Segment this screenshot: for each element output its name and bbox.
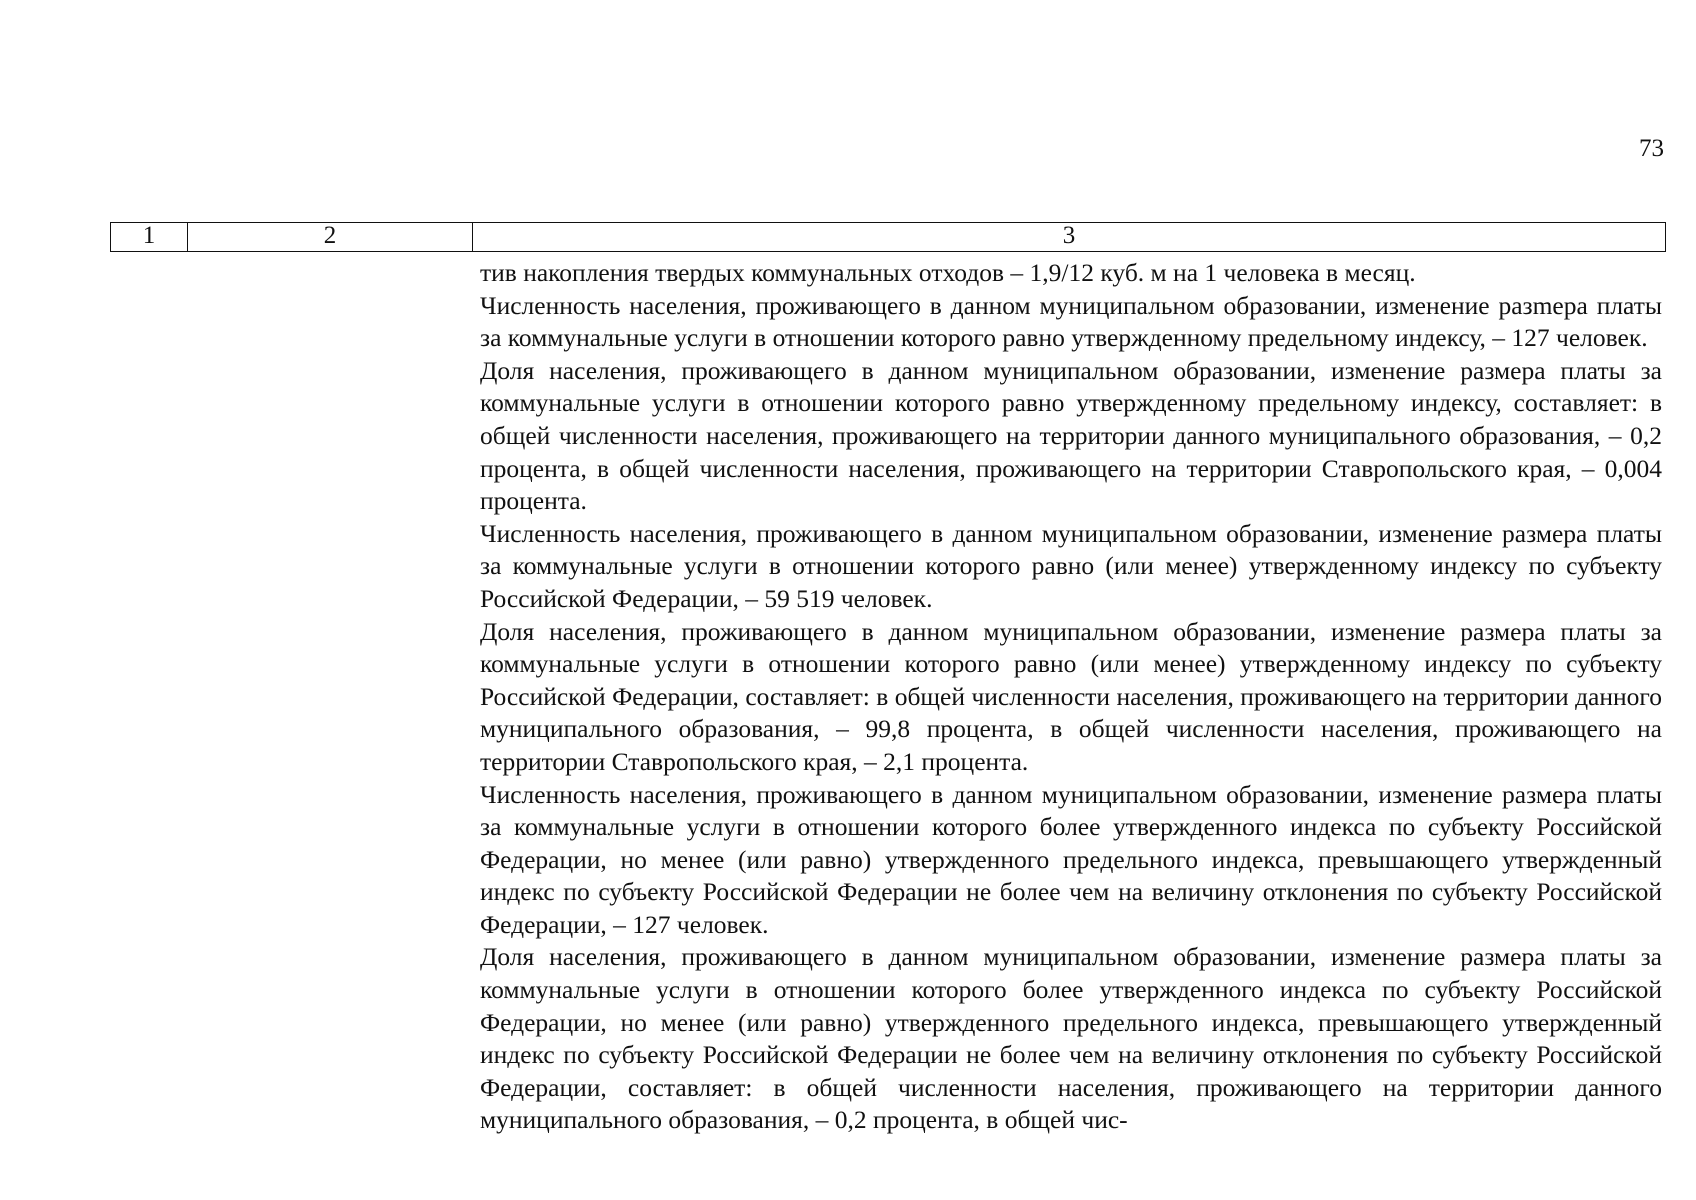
- paragraph: Доля населения, проживающего в данном муниципальном образовании, изменение размера платы за коммунальные услуги в отношении которого равно утвержденному предельному индексу, составляет: в общей численности населения, проживающего на территории данного муниципального образования, – 0,2 процента, в общей численности населения, проживающего на территории Ставропольского края, – 0,004 процента.: [480, 355, 1662, 516]
- paragraph: Доля населения, проживающего в данном муниципальном образовании, изменение размера платы за коммунальные услуги в отношении которого более утвержденного индекса по субъекту Российской Федерации, но менее (или равно) утвержденного предельного индекса, превышающего утвержденный индекс по субъекту Российской Федерации не более чем на величину отклонения по субъекту Российской Федерации, составляет: в общей численности населения, проживающего на территории данного муниципального образования, – 0,2 процента, в общей чис-: [480, 942, 1662, 1135]
- column-header-2: 2: [188, 223, 473, 252]
- paragraph-continuation: тив накопления твердых коммунальных отходов – 1,9/12 куб. м на 1 человека в месяц.: [480, 258, 1416, 287]
- paragraph: Численность населения, проживающего в данном муниципальном образовании, изменение размера платы за коммунальные услуги в отношении которого равно (или менее) утвержденному индексу по субъекту Российской Федерации, – 59 519 человек.: [480, 518, 1662, 613]
- paragraph: Численность населения, проживающего в данном муниципальном образовании, изменение размера платы за коммунальные услуги в отношении которого более утвержденного индекса по субъекту Российской Федерации, но менее (или равно) утвержденного предельного индекса, превышающего утвержденный индекс по субъекту Российской Федерации не более чем на величину отклонения по субъекту Российской Федерации, – 127 человек.: [480, 779, 1662, 939]
- column-header-3: 3: [473, 223, 1666, 252]
- paragraph: Численность населения, проживающего в данном муниципальном образовании, изменение разmера платы за коммунальные услуги в отношении которого равно утвержденному предельному индексу, – 127 человек.: [480, 290, 1662, 353]
- document-body: [480, 257, 1662, 1137]
- column-header-table: [110, 222, 1666, 252]
- paragraph: Доля населения, проживающего в данном муниципальном образовании, изменение размера платы за коммунальные услуги в отношении которого равно (или менее) утвержденному индексу по субъекту Российской Федерации, составляет: в общей численности населения, проживающего на территории данного муниципального образования, – 99,8 процента, в общей численности населения, проживающего на территории Ставропольского края, – 2,1 процента.: [480, 616, 1662, 776]
- column-header-row: [111, 223, 1666, 252]
- column-header-1: 1: [111, 223, 188, 252]
- page-number: 73: [1639, 135, 1664, 162]
